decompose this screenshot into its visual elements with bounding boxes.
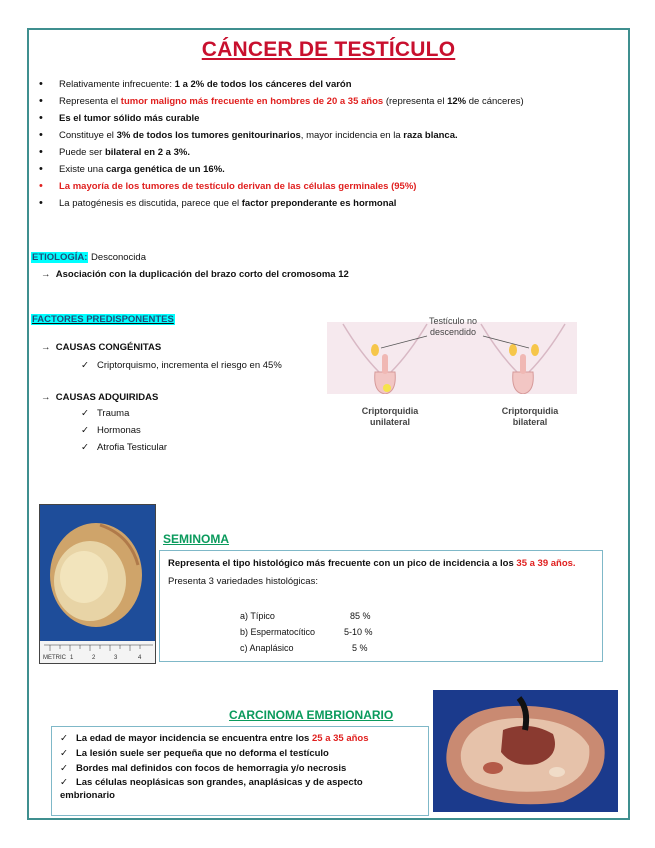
bullet-item: • La mayoría de los tumores de testículo derivan de las células germinales (95%) (37, 180, 537, 193)
ruler-tick: 3 (114, 655, 118, 661)
bullet-item: • Es el tumor sólido más curable (37, 112, 537, 125)
seminoma-variants-intro: Presenta 3 variedades histológicas: (168, 576, 318, 587)
document-page (27, 28, 630, 820)
bullet-item: • Constituye el 3% de todos los tumores genitourinarios, mayor incidencia en la raza blanca. (37, 129, 537, 142)
variant-percent: 5 % (352, 643, 368, 653)
carcinoma-item: ✓ La lesión suele ser pequeña que no deforma el testículo (60, 746, 420, 761)
variant-name: a) Típico (240, 611, 275, 621)
bullet-item: • La patogénesis es discutida, parece que el factor preponderante es hormonal (37, 197, 537, 210)
seminoma-photo (39, 504, 156, 664)
variant-name: c) Anaplásico (240, 643, 294, 653)
bilateral-label: Criptorquidia bilateral (501, 406, 559, 427)
arrow-icon: → (41, 269, 51, 280)
bullet-item: • Representa el tumor maligno más frecuente en hombres de 20 a 35 años (representa el 12% de cánceres) (37, 95, 537, 108)
carcinoma-item: ✓ La edad de mayor incidencia se encuentra entre los 25 a 35 años (60, 731, 420, 746)
bullet-item: • Puede ser bilateral en 2 a 3%. (37, 146, 537, 159)
carcinoma-title: CARCINOMA EMBRIONARIO (229, 708, 394, 722)
unilateral-label: Criptorquidia unilateral (361, 406, 419, 427)
seminoma-title: SEMINOMA (163, 532, 229, 546)
cryptorchidism-diagram (321, 314, 583, 432)
seminoma-box (159, 550, 603, 662)
causas-adquiridas-heading: → CAUSAS ADQUIRIDAS (41, 392, 159, 403)
bullet-item: • Relativamente infrecuente: 1 a 2% de todos los cánceres del varón (37, 78, 537, 91)
ruler-label: METRIC (43, 655, 66, 661)
ruler-tick: 4 (138, 655, 142, 661)
factores-heading: FACTORES PREDISPONENTES (32, 314, 174, 325)
congenita-item: ✓ Criptorquismo, incrementa el riesgo en 45% (81, 360, 282, 371)
adquirida-item: ✓ Hormonas (81, 425, 141, 436)
arrow-icon: → (41, 342, 51, 353)
arrow-icon: → (41, 392, 51, 403)
carcinoma-photo (433, 690, 618, 812)
carcinoma-specimen-image (433, 690, 618, 812)
intro-bullet-list (37, 78, 537, 214)
adquirida-item: ✓ Atrofia Testicular (81, 442, 167, 453)
page-title: CÁNCER DE TESTÍCULO (201, 38, 456, 61)
etiologia-value: Desconocida (88, 252, 146, 263)
causas-congenitas-heading: → CAUSAS CONGÉNITAS (41, 342, 162, 353)
ruler-tick: 1 (70, 655, 74, 661)
variant-percent: 5-10 % (344, 627, 373, 637)
etiologia-line (31, 252, 146, 263)
etiologia-note: → Asociación con la duplicación del brazo corto del cromosoma 12 (41, 269, 349, 280)
carcinoma-item: ✓ Las células neoplásicas son grandes, anaplásicas y de aspecto embrionario (60, 776, 420, 802)
carcinoma-box (51, 726, 429, 816)
etiologia-label: ETIOLOGÍA: (32, 252, 88, 263)
carcinoma-item: ✓ Bordes mal definidos con focos de hemorragia y/o necrosis (60, 761, 420, 776)
callout-label: Testículo no descendido (428, 316, 478, 337)
bullet-item: • Existe una carga genética de un 16%. (37, 163, 537, 176)
adquirida-item: ✓ Trauma (81, 408, 129, 419)
variant-name: b) Espermatocítico (240, 627, 316, 637)
seminoma-specimen-image (40, 505, 156, 664)
variant-percent: 85 % (350, 611, 371, 621)
ruler-tick: 2 (92, 655, 96, 661)
seminoma-description: Representa el tipo histológico más frecuente con un pico de incidencia a los 35 a 39 años. (168, 558, 576, 569)
